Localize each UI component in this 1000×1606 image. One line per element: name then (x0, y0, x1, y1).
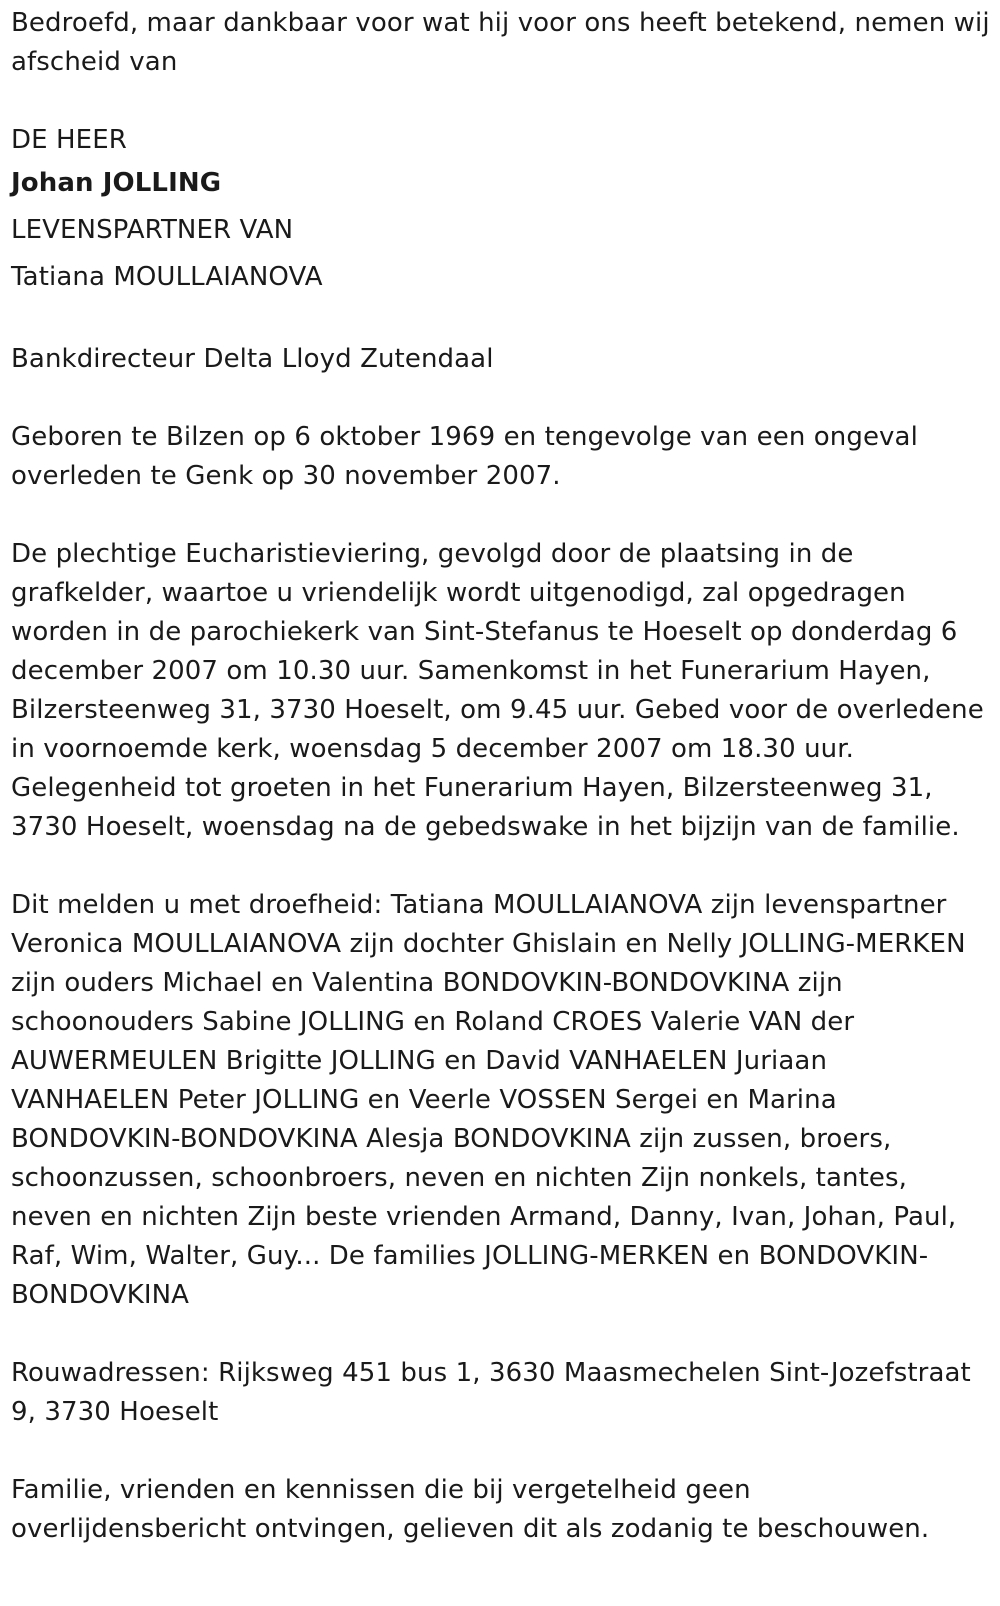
birth-death-text: Geboren te Bilzen op 6 oktober 1969 en tengevolge van een ongeval overleden te Genk op 30 november 2007. (11, 422, 918, 491)
partner-label: LEVENSPARTNER VAN (11, 215, 294, 245)
closing-text: Familie, vrienden en kennissen die bij vergetelheid geen overlijdensbericht ontvingen, gelieven dit als zodanig te beschouwen. (11, 1475, 930, 1544)
title-prefix: DE HEER (11, 125, 127, 155)
occupation-text: Bankdirecteur Delta Lloyd Zutendaal (11, 344, 494, 374)
ceremony-text: De plechtige Eucharistieviering, gevolgd door de plaatsing in de grafkelder, waartoe u vriendelijk wordt uitgenodigd, zal opgedragen worden in de parochiekerk van Sint-Stefanus te Hoeselt op donderdag 6 december 2007 om 10.30 uur. Samenkomst in het Funerarium Hayen, Bilzersteenweg 31, 3730 Hoeselt, om 9.45 uur. Gebed voor de overledene in voornoemde kerk, woensdag 5 december 2007 om 18.30 uur. Gelegenheid tot groeten in het Funerarium Hayen, Bilzersteenweg 31, 3730 Hoeselt, woensdag na de gebedswake in het bijzijn van de familie. (11, 539, 984, 842)
family-text: Dit melden u met droefheid: Tatiana MOULLAIANOVA zijn levenspartner Veronica MOULLAIANOVA zijn dochter Ghislain en Nelly JOLLING-MERKEN zijn ouders Michael en Valentina BONDOVKIN-BONDOVKINA zijn schoonouders Sabine JOLLING en Roland CROES Valerie VAN der AUWERMEULEN Brigitte JOLLING en David VANHAELEN Juriaan VANHAELEN Peter JOLLING en Veerle VOSSEN Sergei en Marina BONDOVKIN-BONDOVKINA Alesja BONDOVKINA zijn zussen, broers, schoonzussen, schoonbroers, neven en nichten Zijn nonkels, tantes, neven en nichten Zijn beste vrienden Armand, Danny, Ivan, Johan, Paul, Raf, Wim, Walter, Guy... De families JOLLING-MERKEN en BONDOVKIN-BONDOVKINA (11, 890, 966, 1310)
intro-text: Bedroefd, maar dankbaar voor wat hij voor ons heeft betekend, nemen wij afscheid van (11, 8, 990, 77)
deceased-name: Johan JOLLING (11, 168, 222, 198)
addresses-text: Rouwadressen: Rijksweg 451 bus 1, 3630 Maasmechelen Sint-Jozefstraat 9, 3730 Hoeselt (11, 1358, 971, 1427)
partner-name: Tatiana MOULLAIANOVA (11, 262, 323, 292)
